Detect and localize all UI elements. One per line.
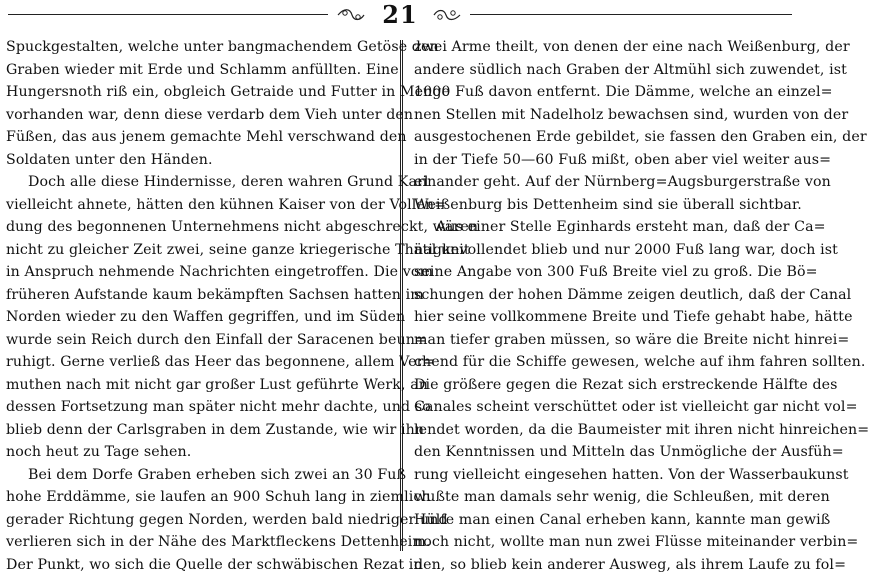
text-line: Doch alle diese Hindernisse, deren wahren Grund Karl — [6, 171, 389, 194]
text-line: den Kenntnissen und Mitteln das Unmögliche der Ausfüh= — [414, 441, 797, 464]
text-line: Norden wieder zu den Waffen gegriffen, und im Süden — [6, 306, 389, 329]
text-line: Graben wieder mit Erde und Schlamm anfüllten. Eine — [6, 59, 389, 82]
text-line: dessen Fortsetzung man später nicht mehr dachte, und so — [6, 396, 389, 419]
text-line: vielleicht ahnete, hätten den kühnen Kaiser von der Vollen= — [6, 194, 389, 217]
text-line: man tiefer graben müssen, so wäre die Breite nicht hinrei= — [414, 329, 797, 352]
text-line: ruhigt. Gerne verließ das Heer das begonnene, allem Ver= — [6, 351, 389, 374]
left-text-column — [6, 36, 389, 576]
page-number: 21 — [370, 0, 430, 30]
text-line: schungen der hohen Dämme zeigen deutlich, daß der Canal — [414, 284, 797, 307]
text-line: ausgestochenen Erde gebildet, sie fassen den Graben ein, der — [414, 126, 797, 149]
text-line: Hungersnoth riß ein, obgleich Getraide und Futter in Menge — [6, 81, 389, 104]
text-line: verlieren sich in der Nähe des Marktfleckens Dettenheim. — [6, 531, 389, 554]
text-line: Aus einer Stelle Eginhards ersteht man, daß der Ca= — [414, 216, 797, 239]
text-line: Soldaten unter den Händen. — [6, 149, 389, 172]
text-line: hohe Erddämme, sie laufen an 900 Schuh lang in ziemlich — [6, 486, 389, 509]
text-line: chend für die Schiffe gewesen, welche auf ihm fahren sollten. — [414, 351, 797, 374]
text-line: Der Punkt, wo sich die Quelle der schwäbischen Rezat in — [6, 554, 389, 576]
text-line: rung vielleicht eingesehen hatten. Von der Wasserbaukunst — [414, 464, 797, 487]
text-line: Füßen, das aus jenem gemachte Mehl verschwand den — [6, 126, 389, 149]
text-line: einander geht. Auf der Nürnberg=Augsburgerstraße von — [414, 171, 797, 194]
text-line: dung des begonnenen Unternehmens nicht abgeschreckt, wären — [6, 216, 389, 239]
text-line: Spuckgestalten, welche unter bangmachendem Getöse den — [6, 36, 389, 59]
text-line: nen Stellen mit Nadelholz bewachsen sind, wurden von der — [414, 104, 797, 127]
text-line: andere südlich nach Graben der Altmühl sich zuwendet, ist — [414, 59, 797, 82]
header-rule-right — [470, 14, 792, 15]
text-line: Weißenburg bis Dettenheim sind sie überall sichtbar. — [414, 194, 797, 217]
text-line: vorhanden war, denn diese verdarb dem Vieh unter den — [6, 104, 389, 127]
text-line: zwei Arme theilt, von denen der eine nach Weißenburg, der — [414, 36, 797, 59]
text-line: noch heut zu Tage sehen. — [6, 441, 389, 464]
text-line: wurde sein Reich durch den Einfall der Saracenen beun= — [6, 329, 389, 352]
text-line: früheren Aufstande kaum bekämpften Sachsen hatten im — [6, 284, 389, 307]
text-line: hier seine vollkommene Breite und Tiefe gehabt habe, hätte — [414, 306, 797, 329]
text-line: noch nicht, wollte man nun zwei Flüsse miteinander verbin= — [414, 531, 797, 554]
text-line: Bei dem Dorfe Graben erheben sich zwei an 30 Fuß — [6, 464, 389, 487]
text-line: nal unvollendet blieb und nur 2000 Fuß lang war, doch ist — [414, 239, 797, 262]
text-line: 1000 Fuß davon entfernt. Die Dämme, welche an einzel= — [414, 81, 797, 104]
text-line: blieb denn der Carlsgraben in dem Zustande, wie wir ihn — [6, 419, 389, 442]
header-rule-left — [8, 14, 328, 15]
text-line: seine Angabe von 300 Fuß Breite viel zu groß. Die Bö= — [414, 261, 797, 284]
text-line: muthen nach mit nicht gar großer Lust geführte Werk, an — [6, 374, 389, 397]
right-text-column — [414, 36, 797, 576]
page-header — [0, 0, 800, 34]
text-line: in der Tiefe 50—60 Fuß mißt, oben aber viel weiter aus= — [414, 149, 797, 172]
text-line: Canales scheint verschüttet oder ist vielleicht gar nicht vol= — [414, 396, 797, 419]
text-line: lendet worden, da die Baumeister mit ihren nicht hinreichen= — [414, 419, 797, 442]
text-line: den, so blieb kein anderer Ausweg, als ihrem Laufe zu fol= — [414, 554, 797, 576]
scroll-ornament-left-icon — [336, 6, 366, 24]
text-line: Die größere gegen die Rezat sich erstreckende Hälfte des — [414, 374, 797, 397]
text-line: gerader Richtung gegen Norden, werden bald niedriger und — [6, 509, 389, 532]
text-line: nicht zu gleicher Zeit zwei, seine ganze kriegerische Thätigkeit — [6, 239, 389, 262]
text-line: in Anspruch nehmende Nachrichten eingetroffen. Die vom — [6, 261, 389, 284]
scroll-ornament-right-icon — [432, 6, 462, 24]
text-line: wußte man damals sehr wenig, die Schleußen, mit deren — [414, 486, 797, 509]
text-line: Hülfe man einen Canal erheben kann, kannte man gewiß — [414, 509, 797, 532]
